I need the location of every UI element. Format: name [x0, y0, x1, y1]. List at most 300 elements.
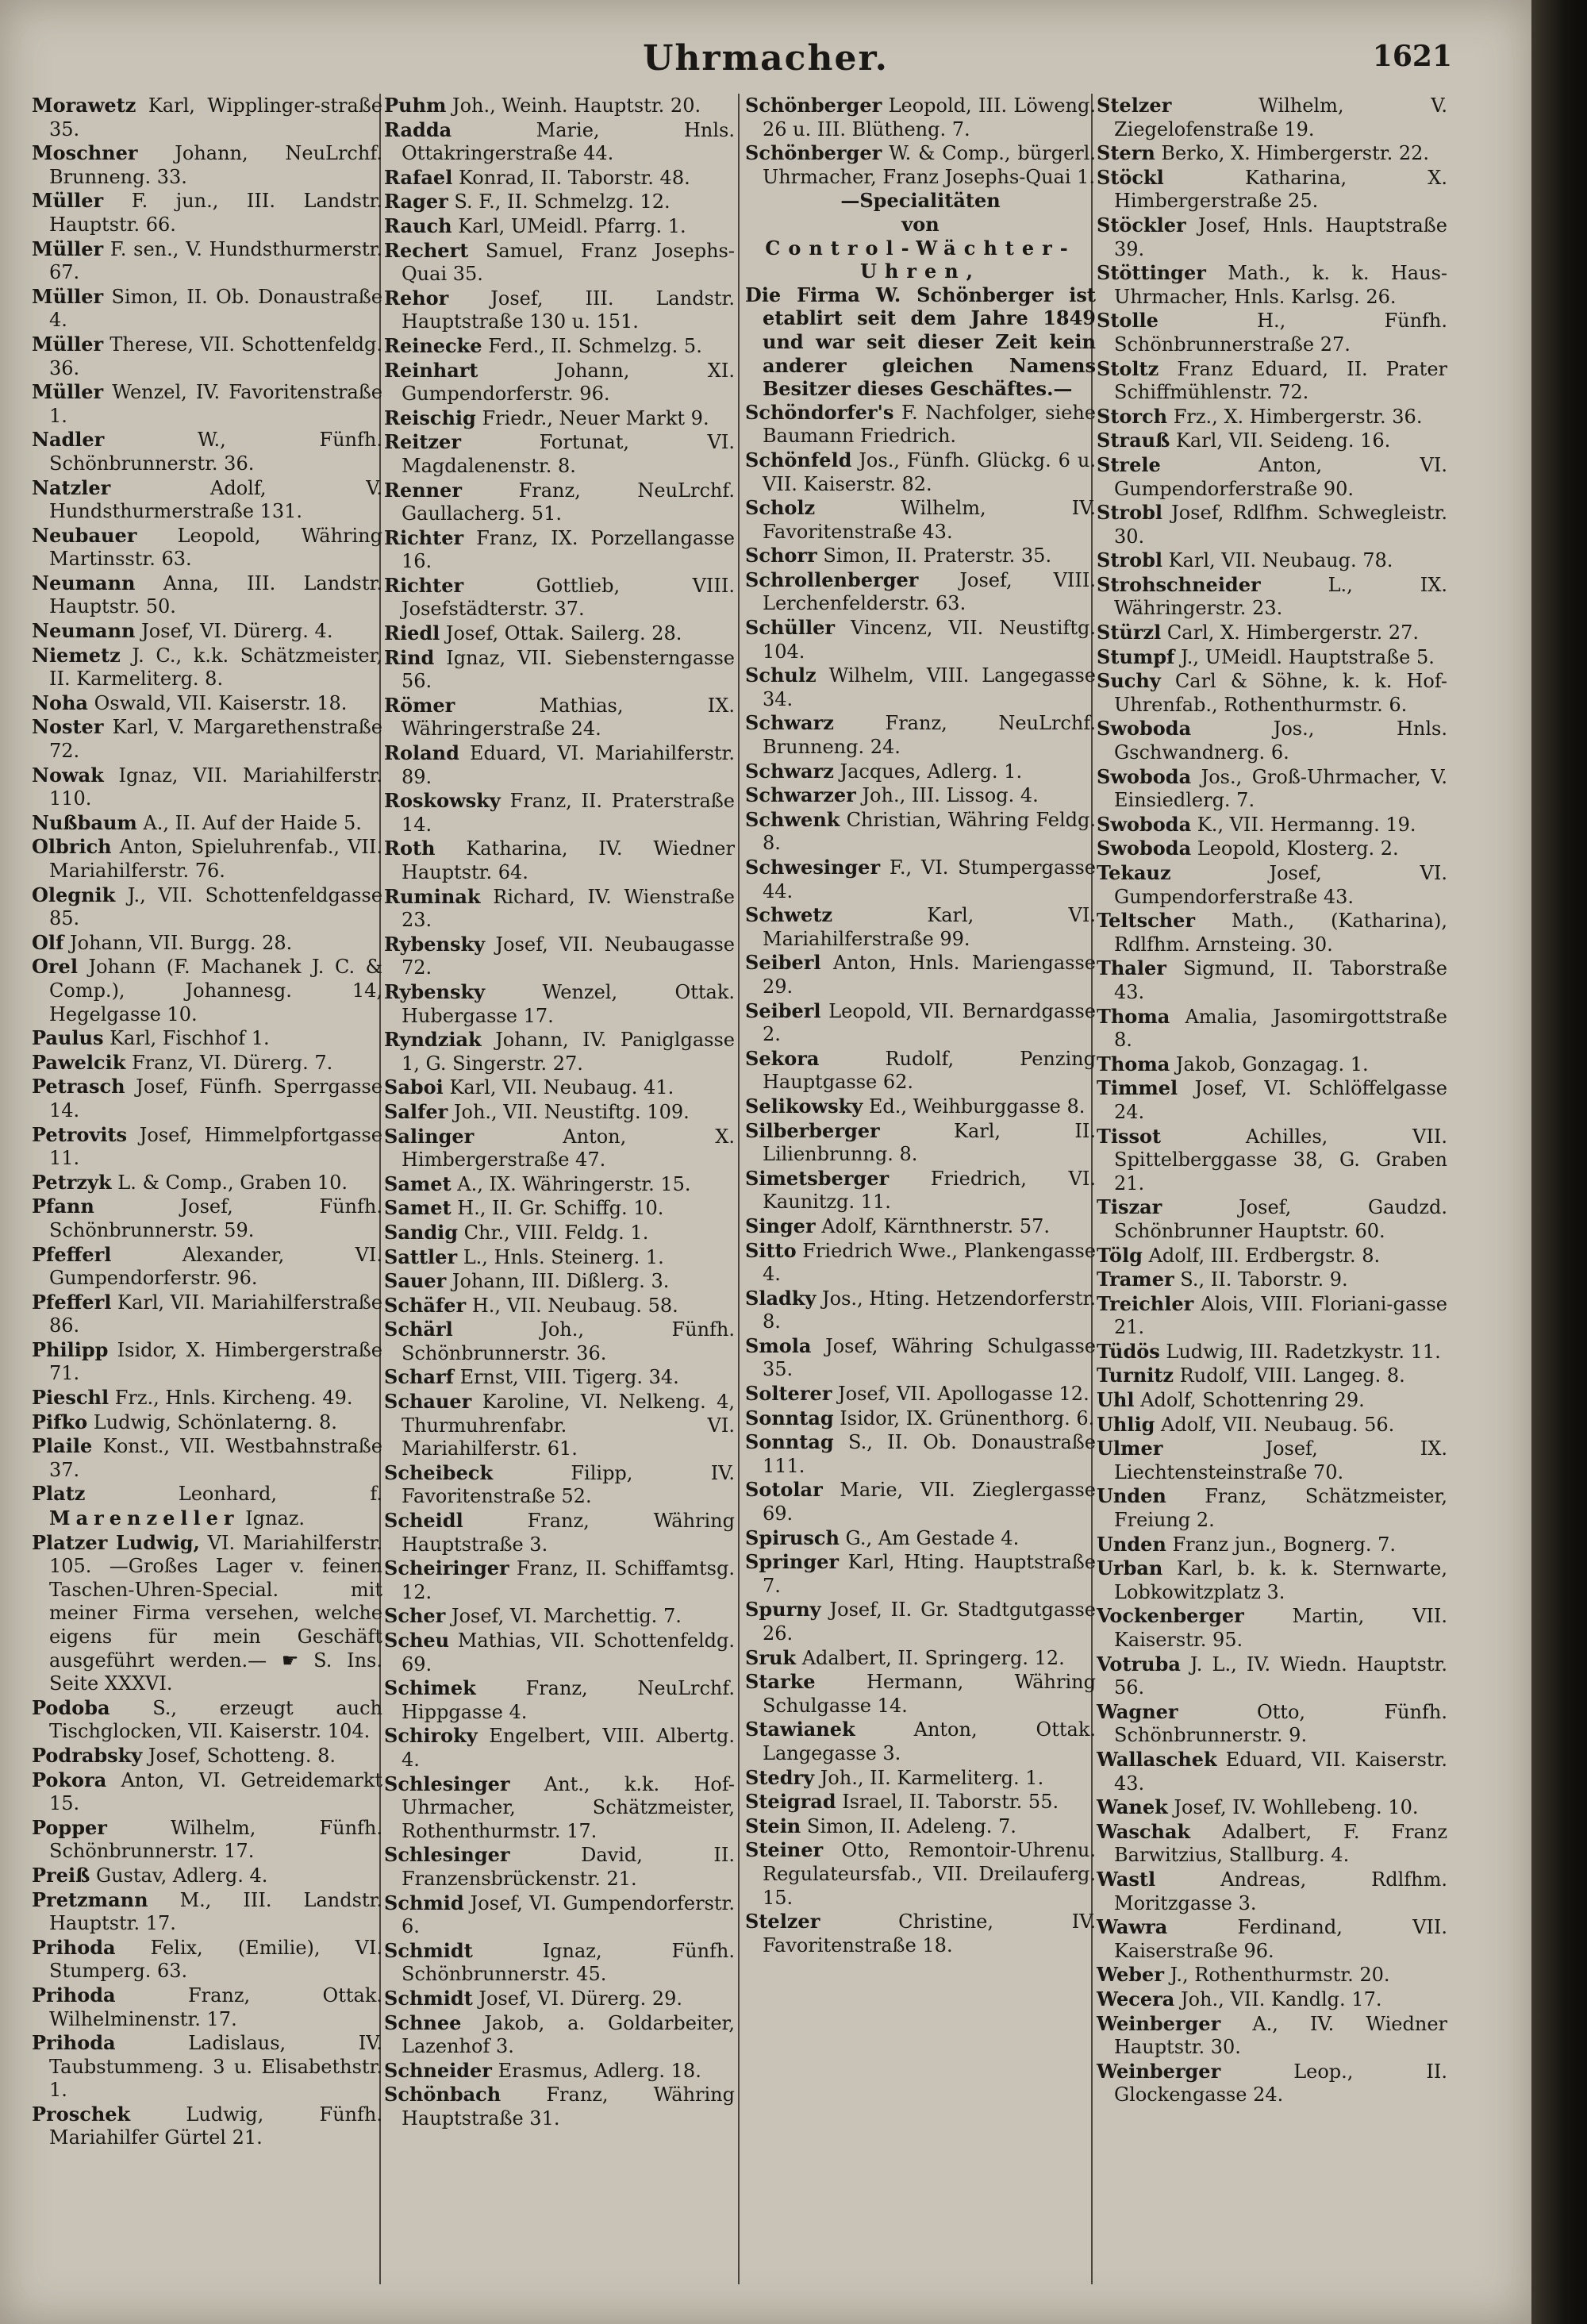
- directory-entry: [745, 141, 1096, 189]
- directory-entry: [745, 1718, 1096, 1765]
- entry-address: G., Am Gestade 4.: [845, 1526, 1020, 1549]
- directory-entry: [32, 1171, 382, 1195]
- entry-address: Christine, IV. Favoritenstraße 18.: [763, 1910, 1096, 1957]
- directory-entry: [384, 526, 735, 574]
- directory-entry: [745, 1670, 1096, 1718]
- entry-address: Engelbert, VIII. Albertg. 4.: [402, 1725, 735, 1771]
- entry-address: Franz, IX. Porzellangasse 16.: [402, 526, 735, 573]
- entry-name: Rehor: [384, 286, 449, 310]
- directory-entry: [384, 1365, 735, 1390]
- entry-address: Wilhelm, IV. Favoritenstraße 43.: [763, 497, 1096, 543]
- entry-name: Scheidl: [384, 1509, 463, 1533]
- directory-entry: [384, 1461, 735, 1509]
- directory-entry: [384, 1245, 735, 1270]
- entry-address: Josef, VI. Gumpendorferstraße 43.: [1114, 862, 1447, 908]
- entry-address: VI. Mariahilferstr. 105. —Großes Lager v. feinen Taschen-Uhren-Special. mit meiner Firma versehen, welche eigens für mein Geschäft ausgeführt werden.— ☛ S. Ins. Seite XXXVI.: [49, 1531, 383, 1695]
- entry-address: Joh., III. Lissog. 4.: [862, 784, 1039, 807]
- directory-entry: [745, 1790, 1096, 1814]
- entry-name: Sattler: [384, 1245, 458, 1268]
- entry-name: Petrasch: [32, 1075, 125, 1099]
- entry-name: Schäfer: [384, 1293, 467, 1317]
- entry-address: Adalbert, F. Franz Barwitzius, Stallburg. 4.: [1114, 1820, 1447, 1867]
- entry-name: Wecera: [1097, 1987, 1175, 2010]
- entry-address: Anton, X. Himbergerstraße 47.: [402, 1125, 735, 1172]
- entry-name: Schwarz: [745, 759, 834, 783]
- entry-address: Math., k. k. Haus-Uhrmacher, Hnls. Karlsg. 26.: [1114, 262, 1447, 308]
- entry-address: Ladislaus, IV. Taubstummeng. 3 u. Elisabethstr. 1.: [49, 2032, 382, 2102]
- entry-name: Scheu: [384, 1629, 450, 1652]
- entry-address: Jos., Hnls. Gschwandnerg. 6.: [1114, 718, 1447, 764]
- entry-address: Chr., VIII. Feldg. 1.: [463, 1221, 649, 1244]
- directory-entry: [384, 1509, 735, 1556]
- entry-name: Schimek: [384, 1676, 476, 1700]
- entry-address: Josef, III. Landstr. Hauptstraße 130 u. 151.: [402, 287, 735, 333]
- entry-address: Karl, b. k. k. Sternwarte, Lobkowitzplatz 3.: [1114, 1557, 1447, 1603]
- entry-name: Scharf: [384, 1365, 454, 1389]
- entry-name: Prihoda: [32, 1983, 116, 2007]
- entry-address: Johann, NeuLrchf. Brunneng. 33.: [49, 142, 382, 188]
- entry-address: Karl, V. Margarethenstraße 72.: [49, 716, 382, 763]
- directory-entry: [745, 1550, 1096, 1598]
- entry-address: Adolf, III. Erdbergstr. 8.: [1148, 1244, 1381, 1267]
- entry-address: Franz, VI. Dürerg. 7.: [132, 1051, 333, 1074]
- entry-name: Ruminak: [384, 884, 481, 908]
- directory-entry: [1097, 1244, 1447, 1268]
- entry-name: Wastl: [1097, 1867, 1156, 1891]
- directory-entry: [384, 1891, 735, 1939]
- entry-name: Reischig: [384, 406, 476, 429]
- entry-address: Josef, Fünfh. Sperrgasse 14.: [49, 1075, 382, 1122]
- entry-name: Neumann: [32, 571, 136, 594]
- entry-name: Teltscher: [1097, 909, 1196, 933]
- entry-name: Strauß: [1097, 429, 1170, 452]
- book-spine-shadow: [1531, 0, 1587, 2324]
- directory-entry: [32, 1243, 382, 1291]
- entry-name: Votruba: [1097, 1652, 1181, 1676]
- entry-address: Ignaz, VII. Siebensterngasse 56.: [402, 646, 735, 693]
- directory-entry: [32, 619, 382, 644]
- entry-address: Franz, II. Praterstraße 14.: [402, 790, 735, 836]
- entry-address: Martin, VII. Kaiserstr. 95.: [1114, 1605, 1447, 1651]
- directory-entry: [384, 1987, 735, 2011]
- entry-name: Riedl: [384, 621, 440, 645]
- directory-entry: [745, 94, 1096, 141]
- entry-name: Seiberl: [745, 998, 821, 1022]
- directory-entry: [745, 496, 1096, 544]
- directory-entry: [1097, 1748, 1447, 1795]
- entry-name: Rager: [384, 190, 448, 214]
- directory-entry: [384, 1556, 735, 1604]
- directory-entry: [384, 789, 735, 837]
- directory-entry: [1097, 429, 1447, 453]
- entry-name: Prihoda: [32, 1935, 116, 1959]
- directory-entry: [384, 1772, 735, 1844]
- entry-name: Stoltz: [1097, 356, 1159, 380]
- entry-name: Müller: [32, 189, 104, 213]
- directory-entry: [384, 1318, 735, 1365]
- entry-name: Sruk: [745, 1645, 797, 1669]
- entry-name: Tissot: [1097, 1124, 1162, 1148]
- entry-address: Karl, Fischhof 1.: [110, 1027, 270, 1050]
- directory-entry: [32, 644, 382, 691]
- entry-name: Philipp: [32, 1337, 109, 1361]
- directory-entry: [32, 333, 382, 380]
- page-header: [0, 38, 1531, 86]
- entry-name: Müller: [32, 332, 104, 356]
- entry-address: Josef, II. Gr. Stadtgutgasse 26.: [763, 1599, 1096, 1645]
- entry-address: F. sen., V. Hundsthurmerstr. 67.: [49, 237, 382, 284]
- entry-name: Rybensky: [384, 932, 486, 956]
- entry-name: Weinberger: [1097, 2059, 1221, 2083]
- entry-name: Rafael: [384, 165, 453, 189]
- entry-name: Popper: [32, 1815, 107, 1839]
- entry-address: Franz, NeuLrchf. Gaullacherg. 51.: [402, 479, 735, 525]
- entry-name: Schneider: [384, 2058, 492, 2082]
- entry-name: Strobl: [1097, 548, 1162, 572]
- directory-entry: [32, 931, 382, 956]
- entry-name: Podoba: [32, 1695, 110, 1719]
- directory-entry: [745, 1095, 1096, 1119]
- directory-entry: [384, 933, 735, 980]
- entry-name: Moschner: [32, 141, 138, 165]
- entry-name: Schrollenberger: [745, 568, 919, 591]
- entry-name: Weinberger: [1097, 2011, 1221, 2035]
- entry-address: Franz, Währing Hauptstraße 31.: [402, 2084, 735, 2130]
- directory-entry: [384, 574, 735, 621]
- entry-address: J., Rothenthurmstr. 20.: [1170, 1964, 1390, 1987]
- entry-address: Wilhelm, V. Ziegelofenstraße 19.: [1114, 94, 1447, 140]
- directory-entry: [32, 1338, 382, 1386]
- directory-entry: [1097, 1388, 1447, 1413]
- directory-entry: [32, 715, 382, 763]
- entry-address: Jos., Groß-Uhrmacher, V. Einsiedlerg. 7.: [1114, 765, 1447, 812]
- directory-entry: [1097, 309, 1447, 356]
- entry-address: Josef, Hnls. Hauptstraße 39.: [1114, 214, 1447, 260]
- column-2: [384, 94, 735, 2130]
- entry-name: Richter: [384, 573, 464, 597]
- directory-entry: [384, 334, 735, 359]
- entry-name: Schmidt: [384, 1986, 473, 2010]
- entry-name: Schönfeld: [745, 448, 852, 471]
- directory-entry: [32, 1983, 382, 2031]
- entry-name: Strele: [1097, 452, 1161, 476]
- entry-name: Richter: [384, 525, 464, 549]
- entry-name: Natzler: [32, 475, 111, 499]
- entry-name: Springer: [745, 1550, 840, 1574]
- entry-address: Otto, Remontoir-Uhrenu. Regulateursfab., VII. Dreilauferg. 15.: [763, 1839, 1096, 1909]
- directory-entry: [745, 999, 1096, 1047]
- entry-address: Leopold, Währing Martinsstr. 63.: [49, 524, 382, 571]
- directory-entry: [745, 544, 1096, 568]
- entry-name: Solterer: [745, 1382, 832, 1406]
- entry-name: Swoboda: [1097, 837, 1192, 860]
- directory-entry: [384, 166, 735, 190]
- entry-name: Tekauz: [1097, 861, 1171, 884]
- entry-name: Scher: [384, 1604, 446, 1628]
- entry-name: Schwetz: [745, 903, 833, 927]
- directory-entry: [32, 141, 382, 189]
- entry-name: Steiner: [745, 1838, 824, 1862]
- entry-address: Adolf, Kärnthnerstr. 57.: [821, 1214, 1050, 1237]
- entry-address: J. L., IV. Wiedn. Hauptstr. 56.: [1114, 1653, 1447, 1699]
- entry-address: Jacques, Adlerg. 1.: [840, 760, 1023, 783]
- entry-name: Timmel: [1097, 1076, 1178, 1100]
- entry-name: Pfefferl: [32, 1290, 112, 1314]
- entry-name: Pokora: [32, 1768, 107, 1791]
- entry-address: L., Hnls. Steinerg. 1.: [463, 1245, 664, 1268]
- entry-name: Roskowsky: [384, 789, 501, 813]
- directory-entry: [32, 476, 382, 524]
- entry-name: Morawetz: [32, 94, 136, 117]
- directory-entry: [1097, 717, 1447, 764]
- entry-address: Ferdinand, VII. Kaiserstraße 96.: [1114, 1916, 1447, 1962]
- entry-address: Simon, II. Ob. Donaustraße 4.: [49, 285, 382, 332]
- entry-address: Hermann, Währing Schulgasse 14.: [763, 1671, 1096, 1717]
- directory-entry: [384, 1843, 735, 1891]
- entry-name: Podrabsky: [32, 1743, 143, 1767]
- entry-address: Carl, X. Himbergerstr. 27.: [1166, 621, 1419, 644]
- directory-entry: [32, 883, 382, 931]
- directory-entry: [1097, 501, 1447, 548]
- entry-name: Rybensky: [384, 979, 486, 1003]
- directory-entry: [1097, 1868, 1447, 1915]
- entry-name: Proschek: [32, 2102, 131, 2126]
- directory-entry: [1097, 621, 1447, 645]
- entry-address: S., erzeugt auch Tischglocken, VII. Kaiserstr. 104.: [49, 1696, 382, 1743]
- entry-address: Josef, VI. Marchettig. 7.: [451, 1605, 682, 1628]
- entry-name: Pretzmann: [32, 1887, 148, 1911]
- entry-address: Josef, VII. Apollogasse 12.: [838, 1383, 1089, 1406]
- entry-name: Olf: [32, 930, 64, 954]
- entry-address: Franz, Währing Hauptstraße 3.: [402, 1510, 735, 1556]
- entry-address: Math., (Katharina), Rdlfhm. Arnsteing. 30.: [1114, 910, 1447, 956]
- directory-entry: [384, 479, 735, 526]
- directory-entry: [1097, 94, 1447, 141]
- entry-name: Urban: [1097, 1556, 1163, 1580]
- directory-entry: [745, 1478, 1096, 1526]
- entry-address: Oswald, VII. Kaiserstr. 18.: [94, 691, 348, 714]
- directory-entry: [1097, 1795, 1447, 1820]
- entry-name: Reitzer: [384, 430, 461, 454]
- entry-address: J. C., k.k. Schätzmeister, II. Karmeliterg. 8.: [49, 644, 382, 691]
- directory-entry: [384, 646, 735, 694]
- entry-name: Paulus: [32, 1026, 104, 1050]
- entry-address: Isidor, X. Himbergerstraße 71.: [49, 1338, 382, 1385]
- directory-entry: [1097, 1653, 1447, 1700]
- entry-address: L., IX. Währingerstr. 23.: [1114, 573, 1447, 620]
- entry-address: L. & Comp., Graben 10.: [117, 1171, 348, 1194]
- entry-name: Sandig: [384, 1220, 459, 1244]
- directory-entry: [1097, 1533, 1447, 1557]
- directory-entry: [1097, 956, 1447, 1004]
- entry-name: Spurny: [745, 1598, 821, 1622]
- entry-name: Selikowsky: [745, 1094, 863, 1118]
- entry-address: Joh., Weinh. Hauptstr. 20.: [452, 94, 701, 117]
- entry-name: Reinhart: [384, 358, 478, 382]
- directory-entry: [384, 1604, 735, 1629]
- entry-address: Wilhelm, VIII. Langegasse 34.: [763, 664, 1096, 710]
- entry-name: Swoboda: [1097, 812, 1192, 836]
- directory-entry: [384, 1724, 735, 1772]
- entry-address: Ludwig, Schönlaterng. 8.: [93, 1410, 337, 1433]
- directory-entry: [745, 1814, 1096, 1839]
- directory-entry: [384, 239, 735, 287]
- entry-address: Ignaz, VII. Mariahilferstr. 110.: [49, 764, 382, 810]
- directory-entry: [745, 711, 1096, 759]
- entry-name: Ulmer: [1097, 1437, 1163, 1460]
- directory-entry: [384, 1125, 735, 1172]
- entry-name: Roth: [384, 837, 436, 860]
- entry-name: Stedry: [745, 1765, 815, 1789]
- directory-entry: [1097, 2012, 1447, 2060]
- entry-address: Otto, Fünfh. Schönbrunnerstr. 9.: [1114, 1700, 1447, 1747]
- entry-address: Ant., k.k. Hof-Uhrmacher, Schätzmeister, Rothenthurmstr. 17.: [402, 1772, 735, 1842]
- entry-name: Sauer: [384, 1269, 447, 1293]
- entry-name: Unden: [1097, 1484, 1166, 1508]
- entry-name: Stolle: [1097, 309, 1159, 333]
- entry-address: Johann, XI. Gumpendorferstr. 96.: [402, 359, 735, 406]
- directory-entry: [1097, 1195, 1447, 1243]
- entry-address: Simon, II. Praterstr. 35.: [823, 544, 1052, 568]
- entry-name: Suchy: [1097, 669, 1161, 693]
- entry-address: Franz, II. Schiffamtsg. 12.: [402, 1557, 735, 1603]
- entry-address: Alois, VIII. Floriani-gasse 21.: [1114, 1292, 1447, 1339]
- entry-name: Wallaschek: [1097, 1747, 1217, 1771]
- directory-entry: [32, 2103, 382, 2150]
- entry-name: Steigrad: [745, 1790, 836, 1814]
- entry-address: Johann, IV. Paniglgasse 1, G. Singerstr. 27.: [402, 1029, 735, 1075]
- entry-address: Katharina, IV. Wiedner Hauptstr. 64.: [402, 837, 735, 883]
- entry-address: Rudolf, VIII. Langeg. 8.: [1179, 1364, 1405, 1387]
- entry-address: Samuel, Franz Josephs-Quai 35.: [402, 239, 735, 286]
- entry-name: Sotolar: [745, 1478, 823, 1502]
- entry-address: Josef, VI. Schlöffelgasse 24.: [1114, 1077, 1447, 1123]
- entry-address: Friedrich, VI. Kaunitzg. 11.: [763, 1167, 1096, 1214]
- directory-entry: [1097, 1915, 1447, 1963]
- entry-address: Leopold, III. Löweng. 26 u. III. Blütheng. 7.: [763, 94, 1096, 140]
- entry-address: Mathias, IX. Währingerstraße 24.: [402, 694, 735, 741]
- entry-name: Wanek: [1097, 1795, 1168, 1819]
- entry-address: Franz, NeuLrchf. Hippgasse 4.: [402, 1677, 735, 1723]
- directory-entry: [32, 1410, 382, 1435]
- entry-name: Schüller: [745, 616, 835, 640]
- entry-address: Achilles, VII. Spittelberggasse 38, G. Graben 21.: [1114, 1125, 1447, 1195]
- entry-address: Joh., VII. Neustiftg. 109.: [453, 1100, 690, 1123]
- entry-address: Jos., Hting. Hetzendorferstr. 8.: [763, 1287, 1096, 1333]
- entry-address: Christian, Währing Feldg. 8.: [763, 808, 1096, 855]
- column-divider: [738, 94, 740, 2284]
- directory-entry: [32, 2031, 382, 2103]
- entry-name: Preiß: [32, 1863, 90, 1887]
- entry-address: Anna, III. Landstr. Hauptstr. 50.: [49, 571, 382, 618]
- directory-entry: [32, 955, 382, 1026]
- entry-name: Treichler: [1097, 1291, 1194, 1315]
- directory-entry: [1097, 2060, 1447, 2107]
- directory-entry: [32, 428, 382, 475]
- entry-address: Sigmund, II. Taborstraße 43.: [1114, 957, 1447, 1003]
- directory-entry: [745, 1910, 1096, 1957]
- entry-address: Joh., Fünfh. Schönbrunnerstr. 36.: [402, 1318, 735, 1364]
- entry-name: Waschak: [1097, 1819, 1191, 1843]
- entry-address: Katharina, X. Himbergerstraße 25.: [1114, 166, 1447, 213]
- entry-address: Ignaz, Fünfh. Schönbrunnerstr. 45.: [402, 1939, 735, 1986]
- page-title: Uhrmacher.: [643, 38, 889, 79]
- entry-name: Schwesinger: [745, 856, 881, 879]
- entry-address: Friedr., Neuer Markt 9.: [482, 406, 709, 429]
- directory-entry: [1097, 1604, 1447, 1652]
- entry-address: A., II. Auf der Haide 5.: [143, 811, 362, 834]
- entry-address: Ludwig, III. Radetzkystr. 11.: [1166, 1340, 1441, 1363]
- directory-entry: [384, 2083, 735, 2130]
- entry-address: Ed., Weihburggasse 8.: [868, 1095, 1086, 1118]
- entry-address: Anton, VI. Gumpendorferstraße 90.: [1114, 453, 1447, 500]
- entry-address: Franz, Schätzmeister, Freiung 2.: [1114, 1485, 1447, 1532]
- directory-entry: [1097, 1125, 1447, 1196]
- entry-address: Konrad, II. Taborstr. 48.: [458, 166, 690, 189]
- entry-address: Josef, VI. Dürerg. 29.: [478, 1987, 683, 2010]
- entry-address: Adolf, Schottenring 29.: [1140, 1389, 1365, 1412]
- entry-name: Schorr: [745, 544, 817, 568]
- directory-entry: [384, 980, 735, 1028]
- directory-entry: [384, 1676, 735, 1724]
- entry-name: Ryndziak: [384, 1028, 482, 1052]
- entry-name: Schwarzer: [745, 783, 856, 807]
- entry-address: Josef, Ottak. Sailerg. 28.: [445, 622, 682, 645]
- entry-address: Ernst, VIII. Tigerg. 34.: [459, 1366, 679, 1389]
- entry-name: Thaler: [1097, 956, 1166, 980]
- entry-address: Friedrich Wwe., Plankengasse 4.: [763, 1239, 1096, 1286]
- directory-entry: [745, 783, 1096, 808]
- directory-entry: [32, 691, 382, 716]
- directory-entry: [1097, 1413, 1447, 1437]
- entry-name: Schmidt: [384, 1938, 473, 1962]
- directory-entry: [745, 1766, 1096, 1791]
- directory-entry: [384, 1294, 735, 1318]
- entry-name: Wawra: [1097, 1915, 1168, 1939]
- directory-entry: [745, 1382, 1096, 1406]
- entry-address: A., IV. Wiedner Hauptstr. 30.: [1114, 2012, 1447, 2059]
- column-3: [745, 94, 1096, 1957]
- directory-entry: [745, 1430, 1096, 1478]
- directory-entry: [745, 1526, 1096, 1551]
- entry-name: Niemetz: [32, 643, 121, 667]
- entry-address: Leop., II. Glockengasse 24.: [1114, 2060, 1447, 2107]
- directory-entry: [32, 380, 382, 428]
- entry-name: Müller: [32, 237, 104, 260]
- entry-address: Josef, IV. Wohllebeng. 10.: [1174, 1796, 1419, 1819]
- entry-address: Rudolf, Penzing Hauptgasse 62.: [763, 1047, 1096, 1094]
- entry-name: Uhl: [1097, 1388, 1135, 1412]
- entry-name: Spirusch: [745, 1526, 840, 1549]
- directory-entry: [384, 741, 735, 789]
- entry-address: Andreas, Rdlfhm. Moritzgasse 3.: [1114, 1868, 1447, 1914]
- entry-address: Josef, Rdlfhm. Schwegleistr. 30.: [1114, 502, 1447, 548]
- directory-entry: [1097, 645, 1447, 670]
- entry-name: Schönbach: [384, 2083, 501, 2107]
- directory-entry: [1097, 1820, 1447, 1868]
- entry-name: Salinger: [384, 1124, 475, 1148]
- entry-address: Eduard, VI. Mariahilferstr. 89.: [402, 742, 735, 788]
- entry-name: Schöndorfer's: [745, 400, 894, 424]
- entry-address: Wenzel, IV. Favoritenstraße 1.: [49, 381, 382, 427]
- entry-address: Israel, II. Taborstr. 55.: [842, 1791, 1059, 1814]
- directory-entry: [745, 1598, 1096, 1645]
- directory-entry: [384, 2011, 735, 2059]
- entry-address: Franz, NeuLrchf. Brunneng. 24.: [763, 712, 1096, 759]
- directory-entry: [1097, 1963, 1447, 1987]
- entry-address: Franz, Ottak. Wilhelminenstr. 17.: [49, 1983, 382, 2030]
- entry-name: Nadler: [32, 428, 105, 452]
